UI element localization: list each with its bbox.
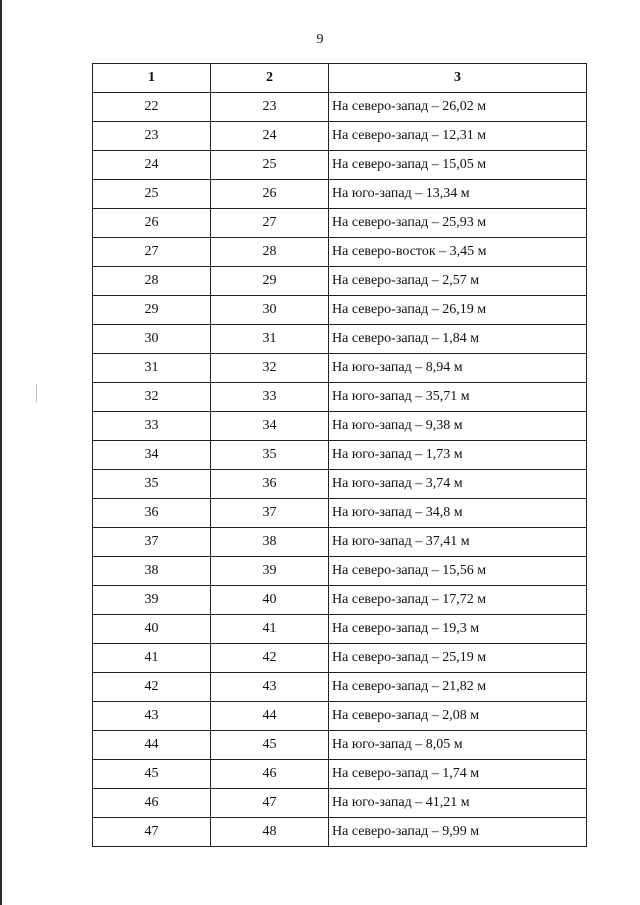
table-row bbox=[93, 180, 587, 209]
direction-distance-cell: На северо-запад – 2,57 м bbox=[329, 267, 587, 296]
direction-distance-cell: На северо-запад – 17,72 м bbox=[329, 586, 587, 615]
to-point-cell: 41 bbox=[211, 615, 329, 644]
to-point-cell: 27 bbox=[211, 209, 329, 238]
from-point-cell: 42 bbox=[93, 673, 211, 702]
scan-mark bbox=[36, 384, 37, 402]
to-point-cell: 46 bbox=[211, 760, 329, 789]
table-row bbox=[93, 383, 587, 412]
direction-distance-cell: На северо-запад – 25,19 м bbox=[329, 644, 587, 673]
table-row bbox=[93, 209, 587, 238]
page-number: 9 bbox=[316, 32, 324, 47]
to-point-cell: 24 bbox=[211, 122, 329, 151]
boundary-table bbox=[92, 63, 587, 847]
table-row bbox=[93, 441, 587, 470]
direction-distance-cell: На юго-запад – 35,71 м bbox=[329, 383, 587, 412]
table-row bbox=[93, 528, 587, 557]
from-point-cell: 29 bbox=[93, 296, 211, 325]
table-row bbox=[93, 93, 587, 122]
column-header-2: 2 bbox=[211, 64, 329, 93]
from-point-cell: 39 bbox=[93, 586, 211, 615]
direction-distance-cell: На юго-запад – 41,21 м bbox=[329, 789, 587, 818]
column-header-1: 1 bbox=[93, 64, 211, 93]
table-header-row bbox=[93, 64, 587, 93]
to-point-cell: 32 bbox=[211, 354, 329, 383]
to-point-cell: 25 bbox=[211, 151, 329, 180]
table-row bbox=[93, 325, 587, 354]
direction-distance-cell: На северо-запад – 12,31 м bbox=[329, 122, 587, 151]
to-point-cell: 43 bbox=[211, 673, 329, 702]
to-point-cell: 31 bbox=[211, 325, 329, 354]
to-point-cell: 28 bbox=[211, 238, 329, 267]
from-point-cell: 41 bbox=[93, 644, 211, 673]
from-point-cell: 30 bbox=[93, 325, 211, 354]
direction-distance-cell: На северо-запад – 1,84 м bbox=[329, 325, 587, 354]
from-point-cell: 44 bbox=[93, 731, 211, 760]
table-row bbox=[93, 615, 587, 644]
to-point-cell: 33 bbox=[211, 383, 329, 412]
from-point-cell: 36 bbox=[93, 499, 211, 528]
direction-distance-cell: На северо-запад – 15,05 м bbox=[329, 151, 587, 180]
from-point-cell: 28 bbox=[93, 267, 211, 296]
from-point-cell: 22 bbox=[93, 93, 211, 122]
from-point-cell: 34 bbox=[93, 441, 211, 470]
from-point-cell: 24 bbox=[93, 151, 211, 180]
from-point-cell: 40 bbox=[93, 615, 211, 644]
to-point-cell: 47 bbox=[211, 789, 329, 818]
direction-distance-cell: На юго-запад – 3,74 м bbox=[329, 470, 587, 499]
direction-distance-cell: На северо-запад – 21,82 м bbox=[329, 673, 587, 702]
table-row bbox=[93, 499, 587, 528]
from-point-cell: 23 bbox=[93, 122, 211, 151]
table-row bbox=[93, 122, 587, 151]
direction-distance-cell: На юго-запад – 8,94 м bbox=[329, 354, 587, 383]
direction-distance-cell: На юго-запад – 1,73 м bbox=[329, 441, 587, 470]
direction-distance-cell: На юго-запад – 9,38 м bbox=[329, 412, 587, 441]
table-row bbox=[93, 296, 587, 325]
to-point-cell: 30 bbox=[211, 296, 329, 325]
direction-distance-cell: На северо-запад – 15,56 м bbox=[329, 557, 587, 586]
table-row bbox=[93, 354, 587, 383]
to-point-cell: 45 bbox=[211, 731, 329, 760]
direction-distance-cell: На юго-запад – 37,41 м bbox=[329, 528, 587, 557]
direction-distance-cell: На северо-запад – 1,74 м bbox=[329, 760, 587, 789]
table-row bbox=[93, 412, 587, 441]
to-point-cell: 44 bbox=[211, 702, 329, 731]
from-point-cell: 27 bbox=[93, 238, 211, 267]
direction-distance-cell: На северо-запад – 26,02 м bbox=[329, 93, 587, 122]
from-point-cell: 46 bbox=[93, 789, 211, 818]
table-row bbox=[93, 818, 587, 847]
table-row bbox=[93, 760, 587, 789]
direction-distance-cell: На юго-запад – 13,34 м bbox=[329, 180, 587, 209]
to-point-cell: 37 bbox=[211, 499, 329, 528]
from-point-cell: 38 bbox=[93, 557, 211, 586]
table-row bbox=[93, 557, 587, 586]
direction-distance-cell: На северо-запад – 2,08 м bbox=[329, 702, 587, 731]
table-row bbox=[93, 731, 587, 760]
from-point-cell: 43 bbox=[93, 702, 211, 731]
to-point-cell: 23 bbox=[211, 93, 329, 122]
to-point-cell: 38 bbox=[211, 528, 329, 557]
from-point-cell: 35 bbox=[93, 470, 211, 499]
direction-distance-cell: На северо-запад – 9,99 м bbox=[329, 818, 587, 847]
to-point-cell: 29 bbox=[211, 267, 329, 296]
from-point-cell: 45 bbox=[93, 760, 211, 789]
table-row bbox=[93, 470, 587, 499]
to-point-cell: 35 bbox=[211, 441, 329, 470]
direction-distance-cell: На юго-запад – 34,8 м bbox=[329, 499, 587, 528]
table-row bbox=[93, 673, 587, 702]
table-row bbox=[93, 586, 587, 615]
table-row bbox=[93, 702, 587, 731]
from-point-cell: 33 bbox=[93, 412, 211, 441]
direction-distance-cell: На северо-запад – 19,3 м bbox=[329, 615, 587, 644]
table-row bbox=[93, 789, 587, 818]
from-point-cell: 25 bbox=[93, 180, 211, 209]
to-point-cell: 48 bbox=[211, 818, 329, 847]
table-row bbox=[93, 267, 587, 296]
to-point-cell: 42 bbox=[211, 644, 329, 673]
to-point-cell: 40 bbox=[211, 586, 329, 615]
direction-distance-cell: На юго-запад – 8,05 м bbox=[329, 731, 587, 760]
direction-distance-cell: На северо-запад – 26,19 м bbox=[329, 296, 587, 325]
table-row bbox=[93, 644, 587, 673]
to-point-cell: 26 bbox=[211, 180, 329, 209]
table-row bbox=[93, 151, 587, 180]
to-point-cell: 34 bbox=[211, 412, 329, 441]
table-body bbox=[93, 93, 587, 847]
from-point-cell: 31 bbox=[93, 354, 211, 383]
from-point-cell: 26 bbox=[93, 209, 211, 238]
to-point-cell: 39 bbox=[211, 557, 329, 586]
direction-distance-cell: На северо-восток – 3,45 м bbox=[329, 238, 587, 267]
from-point-cell: 47 bbox=[93, 818, 211, 847]
from-point-cell: 37 bbox=[93, 528, 211, 557]
direction-distance-cell: На северо-запад – 25,93 м bbox=[329, 209, 587, 238]
column-header-3: 3 bbox=[329, 64, 587, 93]
page-left-edge bbox=[0, 0, 2, 905]
from-point-cell: 32 bbox=[93, 383, 211, 412]
to-point-cell: 36 bbox=[211, 470, 329, 499]
table-row bbox=[93, 238, 587, 267]
